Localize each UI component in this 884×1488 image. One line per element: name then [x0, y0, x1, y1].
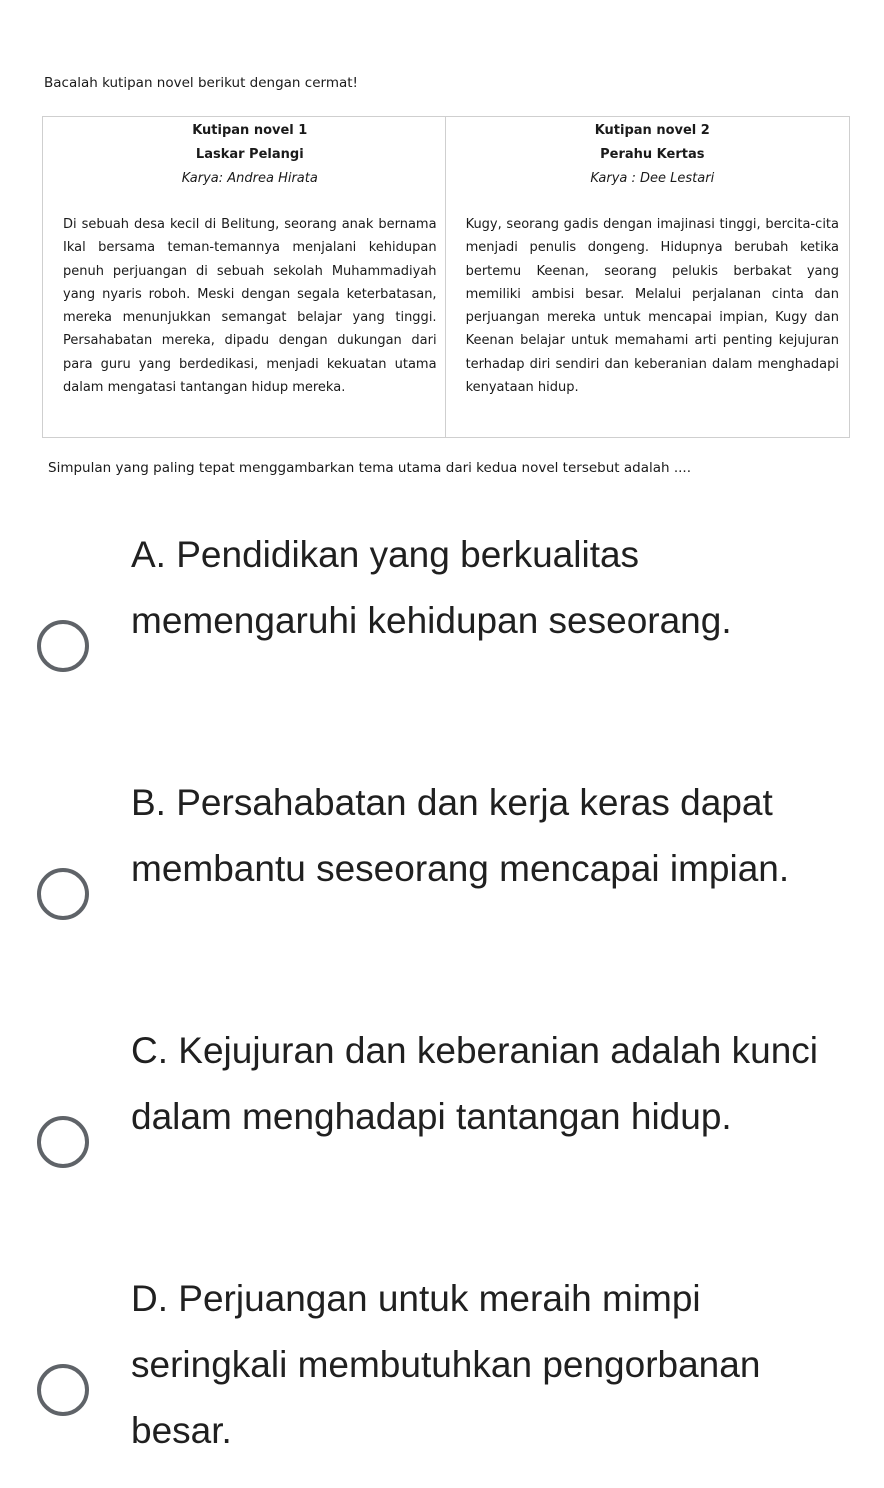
- novel-2-cell: [445, 117, 849, 438]
- radio-unselected-icon[interactable]: [37, 1116, 89, 1168]
- novel-2-synopsis: Kugy, seorang gadis dengan imajinasi tinggi, bercita-cita menjadi penulis dongeng. Hidupnya berubah ketika bertemu Keenan, seorang pelukis berbakat yang memiliki ambisi besar. Melalui perjalanan cinta dan perjuangan mereka untuk mencapai impian, Kugy dan Keenan belajar untuk memahami arti penting kejujuran terhadap diri sendiri dan keberanian dalam menghadapi kenyataan hidup.: [465, 217, 839, 396]
- novel-2-label: Kutipan novel 2: [594, 123, 710, 138]
- novel-1-cell: [43, 117, 446, 438]
- option-b-text[interactable]: B. Persahabatan dan kerja keras dapat membantu seseorang mencapai impian.: [131, 782, 790, 889]
- option-d-text[interactable]: D. Perjuangan untuk meraih mimpi seringkali membutuhkan pengorbanan besar.: [131, 1278, 761, 1451]
- novel-1-synopsis: Di sebuah desa kecil di Belitung, seorang anak bernama Ikal bersama teman-temannya menjalani kehidupan penuh perjuangan di sebuah sekolah Muhammadiyah yang nyaris roboh. Meski dengan segala keterbatasan, mereka menunjukkan semangat belajar yang tinggi. Persahabatan mereka, dipadu dengan dukungan dari para guru yang berdedikasi, menjadi kekuatan utama dalam mengatasi tantangan hidup mereka.: [63, 217, 437, 396]
- novel-2-title: Perahu Kertas: [600, 147, 705, 162]
- novel-1-author: Karya: Andrea Hirata: [181, 171, 318, 186]
- option-c-text[interactable]: C. Kejujuran dan keberanian adalah kunci dalam menghadapi tantangan hidup.: [131, 1030, 819, 1137]
- question-text: Simpulan yang paling tepat menggambarkan tema utama dari kedua novel tersebut adalah ....: [48, 460, 692, 476]
- novel-1-title: Laskar Pelangi: [195, 147, 304, 162]
- radio-unselected-icon[interactable]: [37, 620, 89, 672]
- novel-2-author: Karya : Dee Lestari: [590, 171, 715, 186]
- instruction-text: Bacalah kutipan novel berikut dengan cermat!: [44, 75, 358, 91]
- novel-excerpt-table: [42, 116, 850, 438]
- novel-1-label: Kutipan novel 1: [192, 123, 308, 138]
- radio-unselected-icon[interactable]: [37, 868, 89, 920]
- option-a-text[interactable]: A. Pendidikan yang berkualitas memengaruhi kehidupan seseorang.: [131, 534, 732, 641]
- radio-unselected-icon[interactable]: [37, 1364, 89, 1416]
